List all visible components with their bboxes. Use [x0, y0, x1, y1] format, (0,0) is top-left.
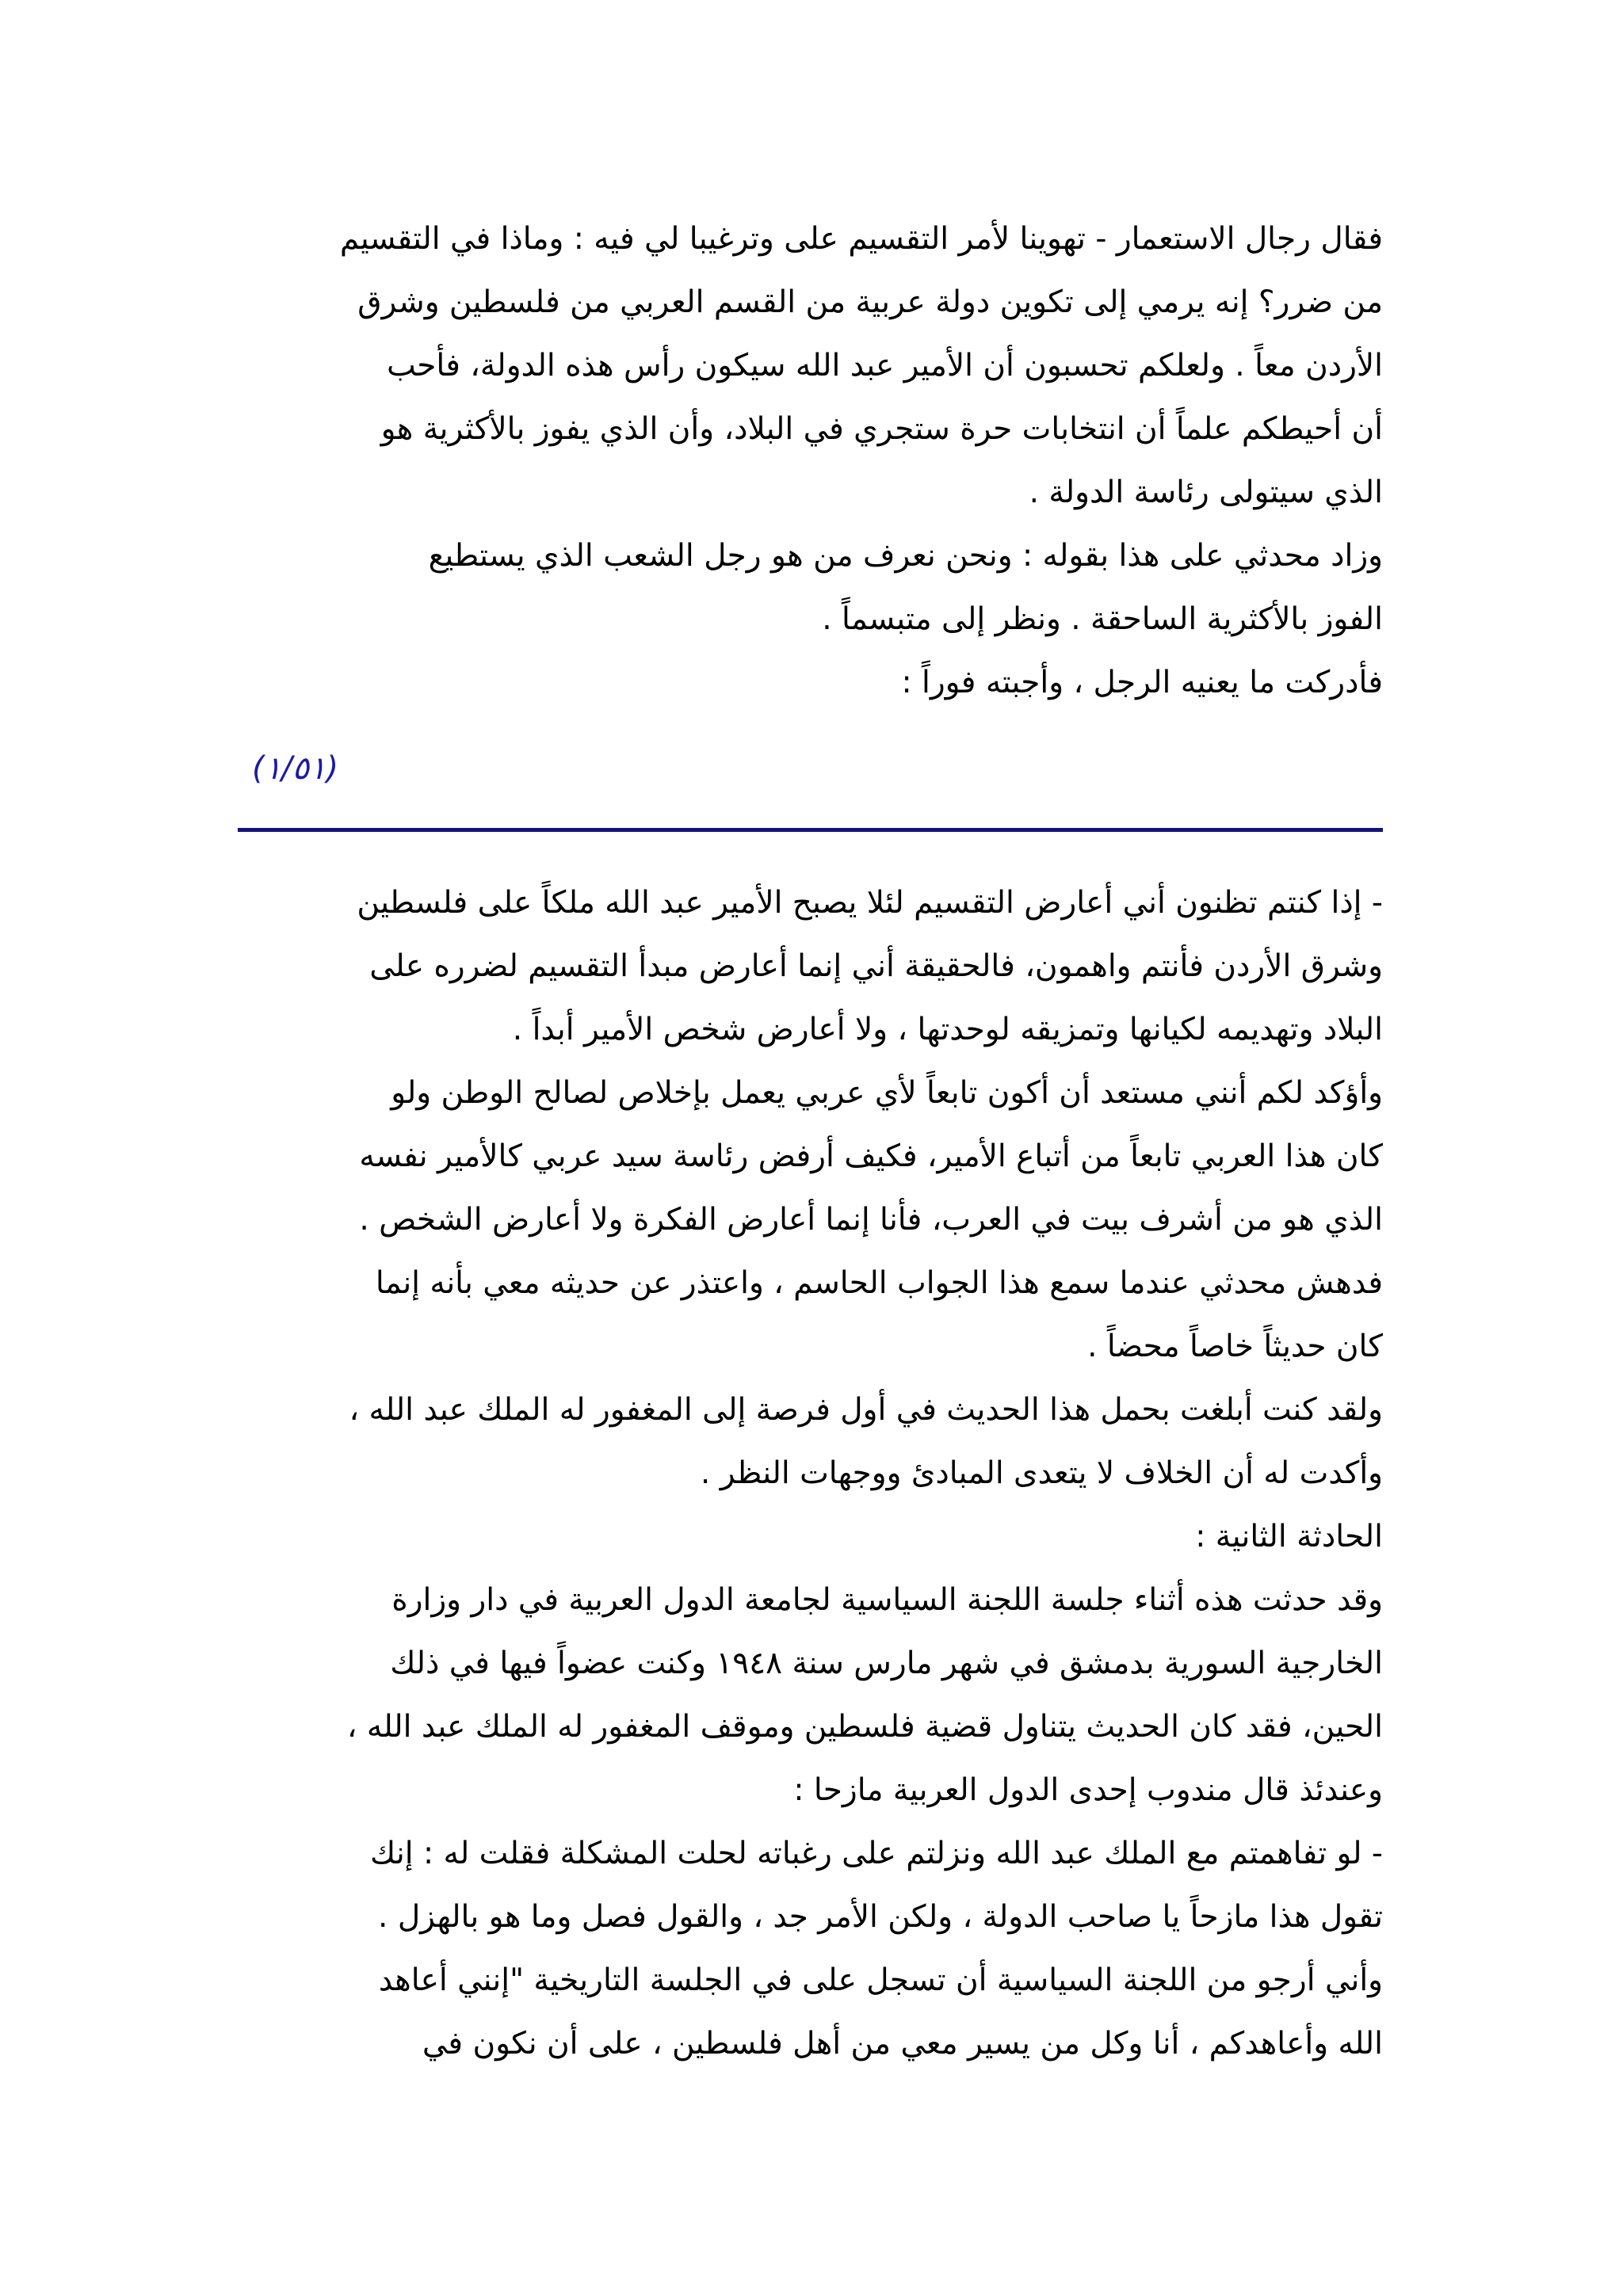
text-line: وزاد محدثي على هذا بقوله : ونحن نعرف من هو رجل الشعب الذي يستطيع: [428, 538, 1383, 574]
text-line: الأردن معاً . ولعلكم تحسبون أن الأمير عبد الله سيكون رأس هذه الدولة، فأحب: [386, 348, 1383, 383]
section-before-page-break: [238, 208, 1383, 715]
text-line: الله وأعاهدكم ، أنا وكل من يسير معي من أهل فلسطين ، على أن نكون في: [422, 2026, 1383, 2061]
section-heading: الحادثة الثانية :: [1195, 1519, 1383, 1554]
text-line: من ضرر؟ إنه يرمي إلى تكوين دولة عربية من القسم العربي من فلسطين وشرق: [357, 284, 1383, 320]
text-line: الفوز بالأكثرية الساحقة . ونظر إلى متبسماً .: [822, 601, 1383, 637]
page-divider: [238, 828, 1383, 832]
text-line: فأدركت ما يعنيه الرجل ، وأجبته فوراً :: [901, 665, 1383, 700]
page-reference: (١/٥١): [252, 750, 339, 787]
text-line: فقال رجال الاستعمار - تهوينا لأمر التقسيم على وترغيبا لي فيه : وماذا في التقسيم: [339, 221, 1383, 257]
text-line: كان هذا العربي تابعاً من أتباع الأمير، فكيف أرفض رئاسة سيد عربي كالأمير نفسه: [359, 1138, 1383, 1174]
text-line: وأكدت له أن الخلاف لا يتعدى المبادئ ووجهات النظر .: [700, 1455, 1383, 1491]
text-line: فدهش محدثي عندما سمع هذا الجواب الحاسم ، واعتذر عن حديثه معي بأنه إنما: [375, 1265, 1383, 1301]
text-line: ولقد كنت أبلغت بحمل هذا الحديث في أول فرصة إلى المغفور له الملك عبد الله ،: [349, 1392, 1383, 1428]
text-line: الذي هو من أشرف بيت في العرب، فأنا إنما أعارض الفكرة ولا أعارض الشخص .: [359, 1202, 1383, 1238]
text-line: وعندئذ قال مندوب إحدى الدول العربية مازحا :: [793, 1772, 1383, 1808]
text-line: أن أحيطكم علماً أن انتخابات حرة ستجري في البلاد، وأن الذي يفوز بالأكثرية هو: [380, 411, 1383, 447]
section-after-page-break: [238, 871, 1383, 2076]
text-line: كان حديثاً خاصاً محضاً .: [1087, 1329, 1383, 1364]
text-line: الحين، فقد كان الحديث يتناول قضية فلسطين وموقف المغفور له الملك عبد الله ،: [346, 1709, 1383, 1745]
text-line: الخارجية السورية بدمشق في شهر مارس سنة ١٩٤٨ وكنت عضواً فيها في ذلك: [390, 1646, 1383, 1681]
text-line: وأني أرجو من اللجنة السياسية أن تسجل على في الجلسة التاريخية "إنني أعاهد: [378, 1962, 1383, 1998]
text-line: وأؤكد لكم أنني مستعد أن أكون تابعاً لأي عربي يعمل بإخلاص لصالح الوطن ولو: [391, 1075, 1383, 1111]
text-line: تقول هذا مازحاً يا صاحب الدولة ، ولكن الأمر جد ، والقول فصل وما هو بالهزل .: [378, 1899, 1383, 1935]
text-line: وشرق الأردن فأنتم واهمون، فالحقيقة أني إنما أعارض مبدأ التقسيم لضرره على: [369, 948, 1383, 984]
text-line: وقد حدثت هذه أثناء جلسة اللجنة السياسية لجامعة الدول العربية في دار وزارة: [391, 1582, 1383, 1618]
text-line: - لو تفاهمتم مع الملك عبد الله ونزلتم على رغباته لحلت المشكلة فقلت له : إنك: [370, 1836, 1383, 1871]
document-body: [238, 208, 1383, 2076]
text-line: البلاد وتهديمه لكيانها وتمزيقه لوحدتها ، ولا أعارض شخص الأمير أبداً .: [512, 1012, 1383, 1047]
text-line: - إذا كنتم تظنون أني أعارض التقسيم لئلا يصبح الأمير عبد الله ملكاً على فلسطين: [357, 885, 1383, 921]
text-line: الذي سيتولى رئاسة الدولة .: [1029, 475, 1383, 510]
